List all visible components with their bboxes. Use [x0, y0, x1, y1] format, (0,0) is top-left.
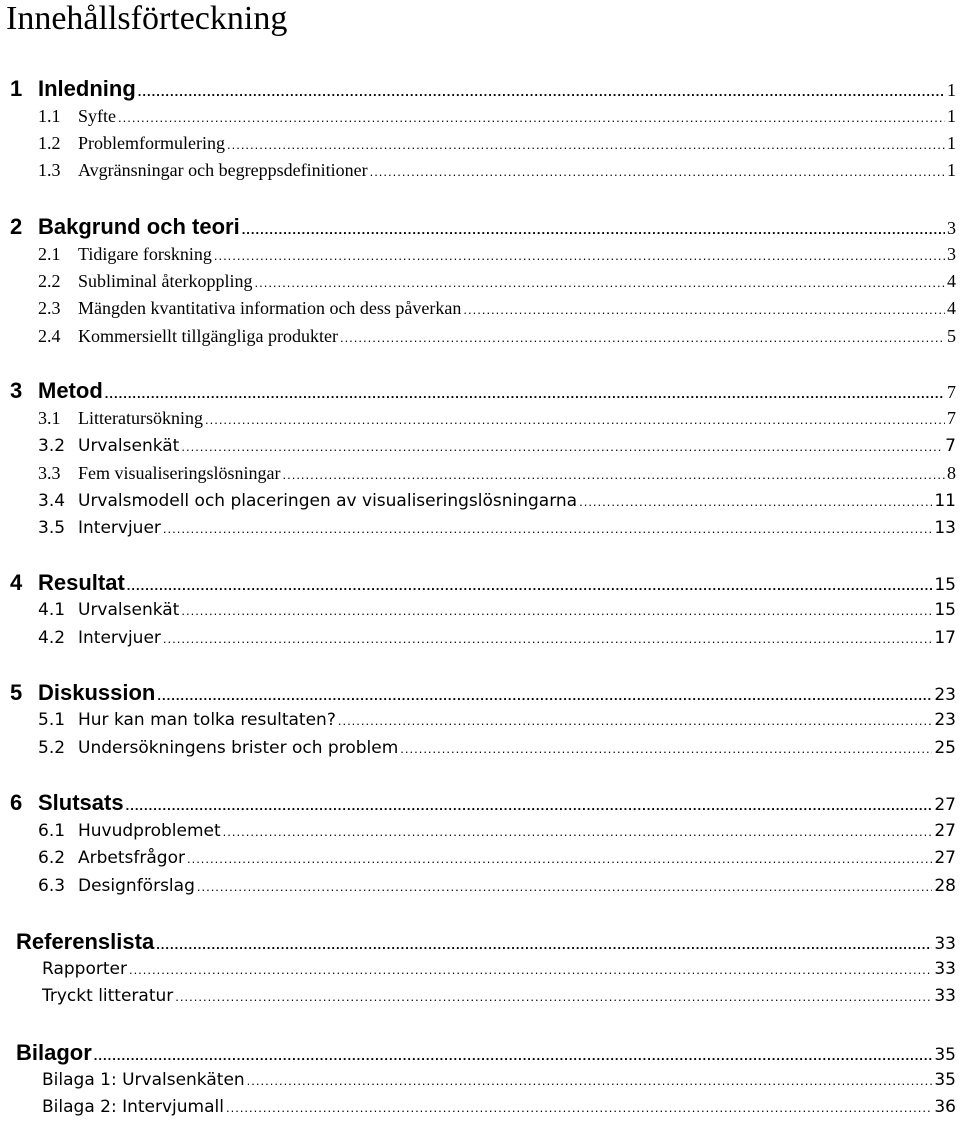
toc-page-number: 33	[934, 959, 956, 979]
toc-page-number: 36	[934, 1097, 956, 1117]
toc-page-number: 13	[934, 518, 956, 538]
toc-chapter-5[interactable]	[10, 680, 956, 710]
dot-leader	[463, 302, 945, 317]
toc-page-number: 7	[947, 408, 956, 428]
toc-section-5-1[interactable]	[38, 710, 956, 734]
toc-chapter-4[interactable]	[10, 570, 956, 600]
toc-section-number: 3.2	[38, 436, 66, 456]
toc-section-label: Huvudproblemet	[78, 821, 221, 841]
dot-leader	[157, 688, 932, 703]
dot-leader	[254, 275, 945, 290]
toc-section-label: Arbetsfrågor	[78, 848, 185, 868]
toc-page-number: 27	[934, 821, 956, 841]
toc-section-2-2[interactable]	[38, 271, 956, 295]
dot-leader	[214, 248, 945, 263]
toc-section-label: Bilaga 2: Intervjumall	[42, 1097, 224, 1117]
toc-chapter-label: Slutsats	[38, 790, 124, 815]
dot-leader	[127, 578, 933, 593]
toc-section-label: Tidigare forskning	[78, 244, 212, 264]
toc-section-number: 3.1	[38, 408, 61, 428]
toc-page-number: 23	[934, 685, 956, 705]
toc-section-number: 3.3	[38, 463, 61, 483]
toc-section-label: Urvalsmodell och placeringen av visualiseringslösningarna	[78, 491, 578, 511]
toc-section-label: Urvalsenkät	[78, 436, 180, 456]
toc-section-3-3[interactable]	[38, 463, 956, 487]
dot-leader	[105, 386, 945, 401]
toc-section-number: 2.2	[38, 271, 61, 291]
toc-page-number: 1	[947, 133, 956, 153]
toc-references[interactable]	[16, 929, 956, 959]
toc-section-number: 4.1	[38, 600, 66, 620]
toc-section-label: Problemformulering	[78, 133, 225, 153]
toc-page-number: 28	[934, 876, 956, 896]
toc-section-label: Hur kan man tolka resultaten?	[78, 710, 336, 730]
toc-chapter-label: Resultat	[38, 570, 125, 595]
toc-page-number: 17	[934, 628, 956, 648]
dot-leader	[197, 879, 933, 894]
toc-section-1-2[interactable]	[38, 133, 956, 157]
toc-section-2-3[interactable]	[38, 298, 956, 322]
toc-page-number: 33	[934, 934, 956, 954]
toc-section-2-4[interactable]	[38, 326, 956, 350]
toc-section-4-1[interactable]	[38, 600, 956, 624]
dot-leader	[370, 164, 945, 179]
toc-page-number: 1	[947, 106, 956, 126]
toc-page-number: 27	[934, 848, 956, 868]
toc-section-label: Urvalsenkät	[78, 600, 180, 620]
toc-page-number: 15	[934, 600, 956, 620]
toc-section-number: 2.4	[38, 326, 61, 346]
page-title: Innehållsförteckning	[6, 0, 288, 37]
dot-leader	[205, 412, 945, 427]
dot-leader	[163, 631, 932, 646]
toc-chapter-label: Referenslista	[16, 929, 155, 954]
dot-leader	[126, 798, 933, 813]
toc-page-number: 35	[934, 1045, 956, 1065]
dot-leader	[94, 1048, 933, 1063]
dot-leader	[400, 741, 932, 756]
toc-section-number: 5.1	[38, 710, 66, 730]
dot-leader	[187, 851, 932, 866]
toc-section-3-5[interactable]	[38, 518, 956, 542]
toc-page-number: 3	[947, 244, 956, 264]
toc-section-number: 6.2	[38, 848, 66, 868]
toc-section-label: Kommersiellt tillgängliga produkter	[78, 326, 338, 346]
toc-section-6-2[interactable]	[38, 848, 956, 872]
toc-section-number: 3.4	[38, 491, 66, 511]
toc-page-number: 3	[947, 218, 956, 238]
toc-page-number: 7	[945, 436, 956, 456]
toc-page-number: 35	[934, 1070, 956, 1090]
dot-leader	[226, 1100, 932, 1115]
toc-chapter-1[interactable]	[10, 76, 956, 106]
toc-references-item[interactable]	[42, 959, 956, 983]
toc-page-number: 8	[947, 463, 956, 483]
toc-section-label: Litteratursökning	[78, 408, 203, 428]
dot-leader	[338, 713, 933, 728]
toc-appendix-item[interactable]	[42, 1070, 956, 1094]
toc-section-label: Designförslag	[78, 876, 195, 896]
toc-appendix-item[interactable]	[42, 1097, 956, 1121]
toc-section-number: 1.2	[38, 133, 61, 153]
toc-page-number: 7	[947, 382, 956, 402]
toc-section-number: 1.3	[38, 160, 61, 180]
dot-leader	[227, 137, 945, 152]
toc-section-label: Subliminal återkoppling	[78, 271, 253, 291]
toc-chapter-label: Diskussion	[38, 680, 156, 705]
toc-section-6-1[interactable]	[38, 821, 956, 845]
dot-leader	[340, 330, 945, 345]
dot-leader	[579, 494, 932, 509]
dot-leader	[163, 521, 932, 536]
dot-leader	[129, 962, 932, 977]
toc-chapter-label: Metod	[38, 378, 103, 403]
toc-section-label: Fem visualiseringslösningar	[78, 463, 281, 483]
dot-leader	[156, 937, 932, 952]
toc-section-1-1[interactable]	[38, 106, 956, 130]
dot-leader	[282, 467, 945, 482]
toc-section-number: 2.3	[38, 298, 61, 318]
toc-section-number: 6.3	[38, 876, 66, 896]
toc-section-number: 3.5	[38, 518, 66, 538]
toc-chapter-number: 2	[10, 214, 23, 239]
toc-section-label: Bilaga 1: Urvalsenkäten	[42, 1070, 245, 1090]
toc-section-2-1[interactable]	[38, 244, 956, 268]
toc-chapter-label: Bilagor	[16, 1040, 92, 1065]
toc-appendices[interactable]	[16, 1040, 956, 1070]
toc-chapter-number: 4	[10, 570, 23, 595]
toc-references-item[interactable]	[42, 986, 956, 1010]
toc-section-label: Tryckt litteratur	[42, 986, 174, 1006]
toc-chapter-label: Bakgrund och teori	[38, 214, 240, 239]
dot-leader	[242, 222, 945, 237]
toc-section-5-2[interactable]	[38, 738, 956, 762]
toc-page-number: 15	[934, 575, 956, 595]
toc-chapter-3[interactable]	[10, 378, 956, 408]
toc-section-label: Intervjuer	[78, 628, 161, 648]
dot-leader	[175, 989, 932, 1004]
toc-section-6-3[interactable]	[38, 876, 956, 900]
dot-leader	[138, 84, 945, 99]
toc-section-3-2[interactable]	[38, 436, 956, 460]
toc-section-number: 5.2	[38, 738, 66, 758]
toc-section-label: Intervjuer	[78, 518, 161, 538]
toc-section-label: Mängden kvantitativa information och dess påverkan	[78, 298, 462, 318]
dot-leader	[181, 603, 932, 618]
toc-section-3-1[interactable]	[38, 408, 956, 432]
toc-page-number: 27	[934, 795, 956, 815]
toc-section-number: 4.2	[38, 628, 66, 648]
toc-page-number: 11	[934, 491, 956, 511]
dot-leader	[223, 824, 933, 839]
toc-section-label: Rapporter	[42, 959, 127, 979]
toc-page-number: 1	[947, 80, 956, 100]
toc-section-1-3[interactable]	[38, 160, 956, 184]
toc-section-label: Undersökningens brister och problem	[78, 738, 399, 758]
toc-page-number: 1	[947, 160, 956, 180]
toc-section-number: 6.1	[38, 821, 66, 841]
toc-page-number: 5	[947, 326, 956, 346]
toc-section-3-4[interactable]	[38, 491, 956, 515]
toc-section-number: 1.1	[38, 106, 61, 126]
toc-chapter-6[interactable]	[10, 790, 956, 820]
toc-chapter-number: 1	[10, 76, 23, 101]
toc-chapter-number: 5	[10, 680, 23, 705]
toc-page-number: 33	[934, 986, 956, 1006]
toc-page-number: 4	[947, 298, 956, 318]
dot-leader	[181, 439, 943, 454]
dot-leader	[118, 110, 945, 125]
toc-section-label: Syfte	[78, 106, 116, 126]
toc-page-number: 4	[947, 271, 956, 291]
toc-chapter-number: 6	[10, 790, 23, 815]
toc-section-number: 2.1	[38, 244, 61, 264]
toc-section-4-2[interactable]	[38, 628, 956, 652]
toc-chapter-number: 3	[10, 378, 23, 403]
toc-chapter-2[interactable]	[10, 214, 956, 244]
toc-section-label: Avgränsningar och begreppsdefinitioner	[78, 160, 368, 180]
toc-chapter-label: Inledning	[38, 76, 136, 101]
dot-leader	[247, 1073, 933, 1088]
toc-page-number: 25	[934, 738, 956, 758]
toc-page-number: 23	[934, 710, 956, 730]
